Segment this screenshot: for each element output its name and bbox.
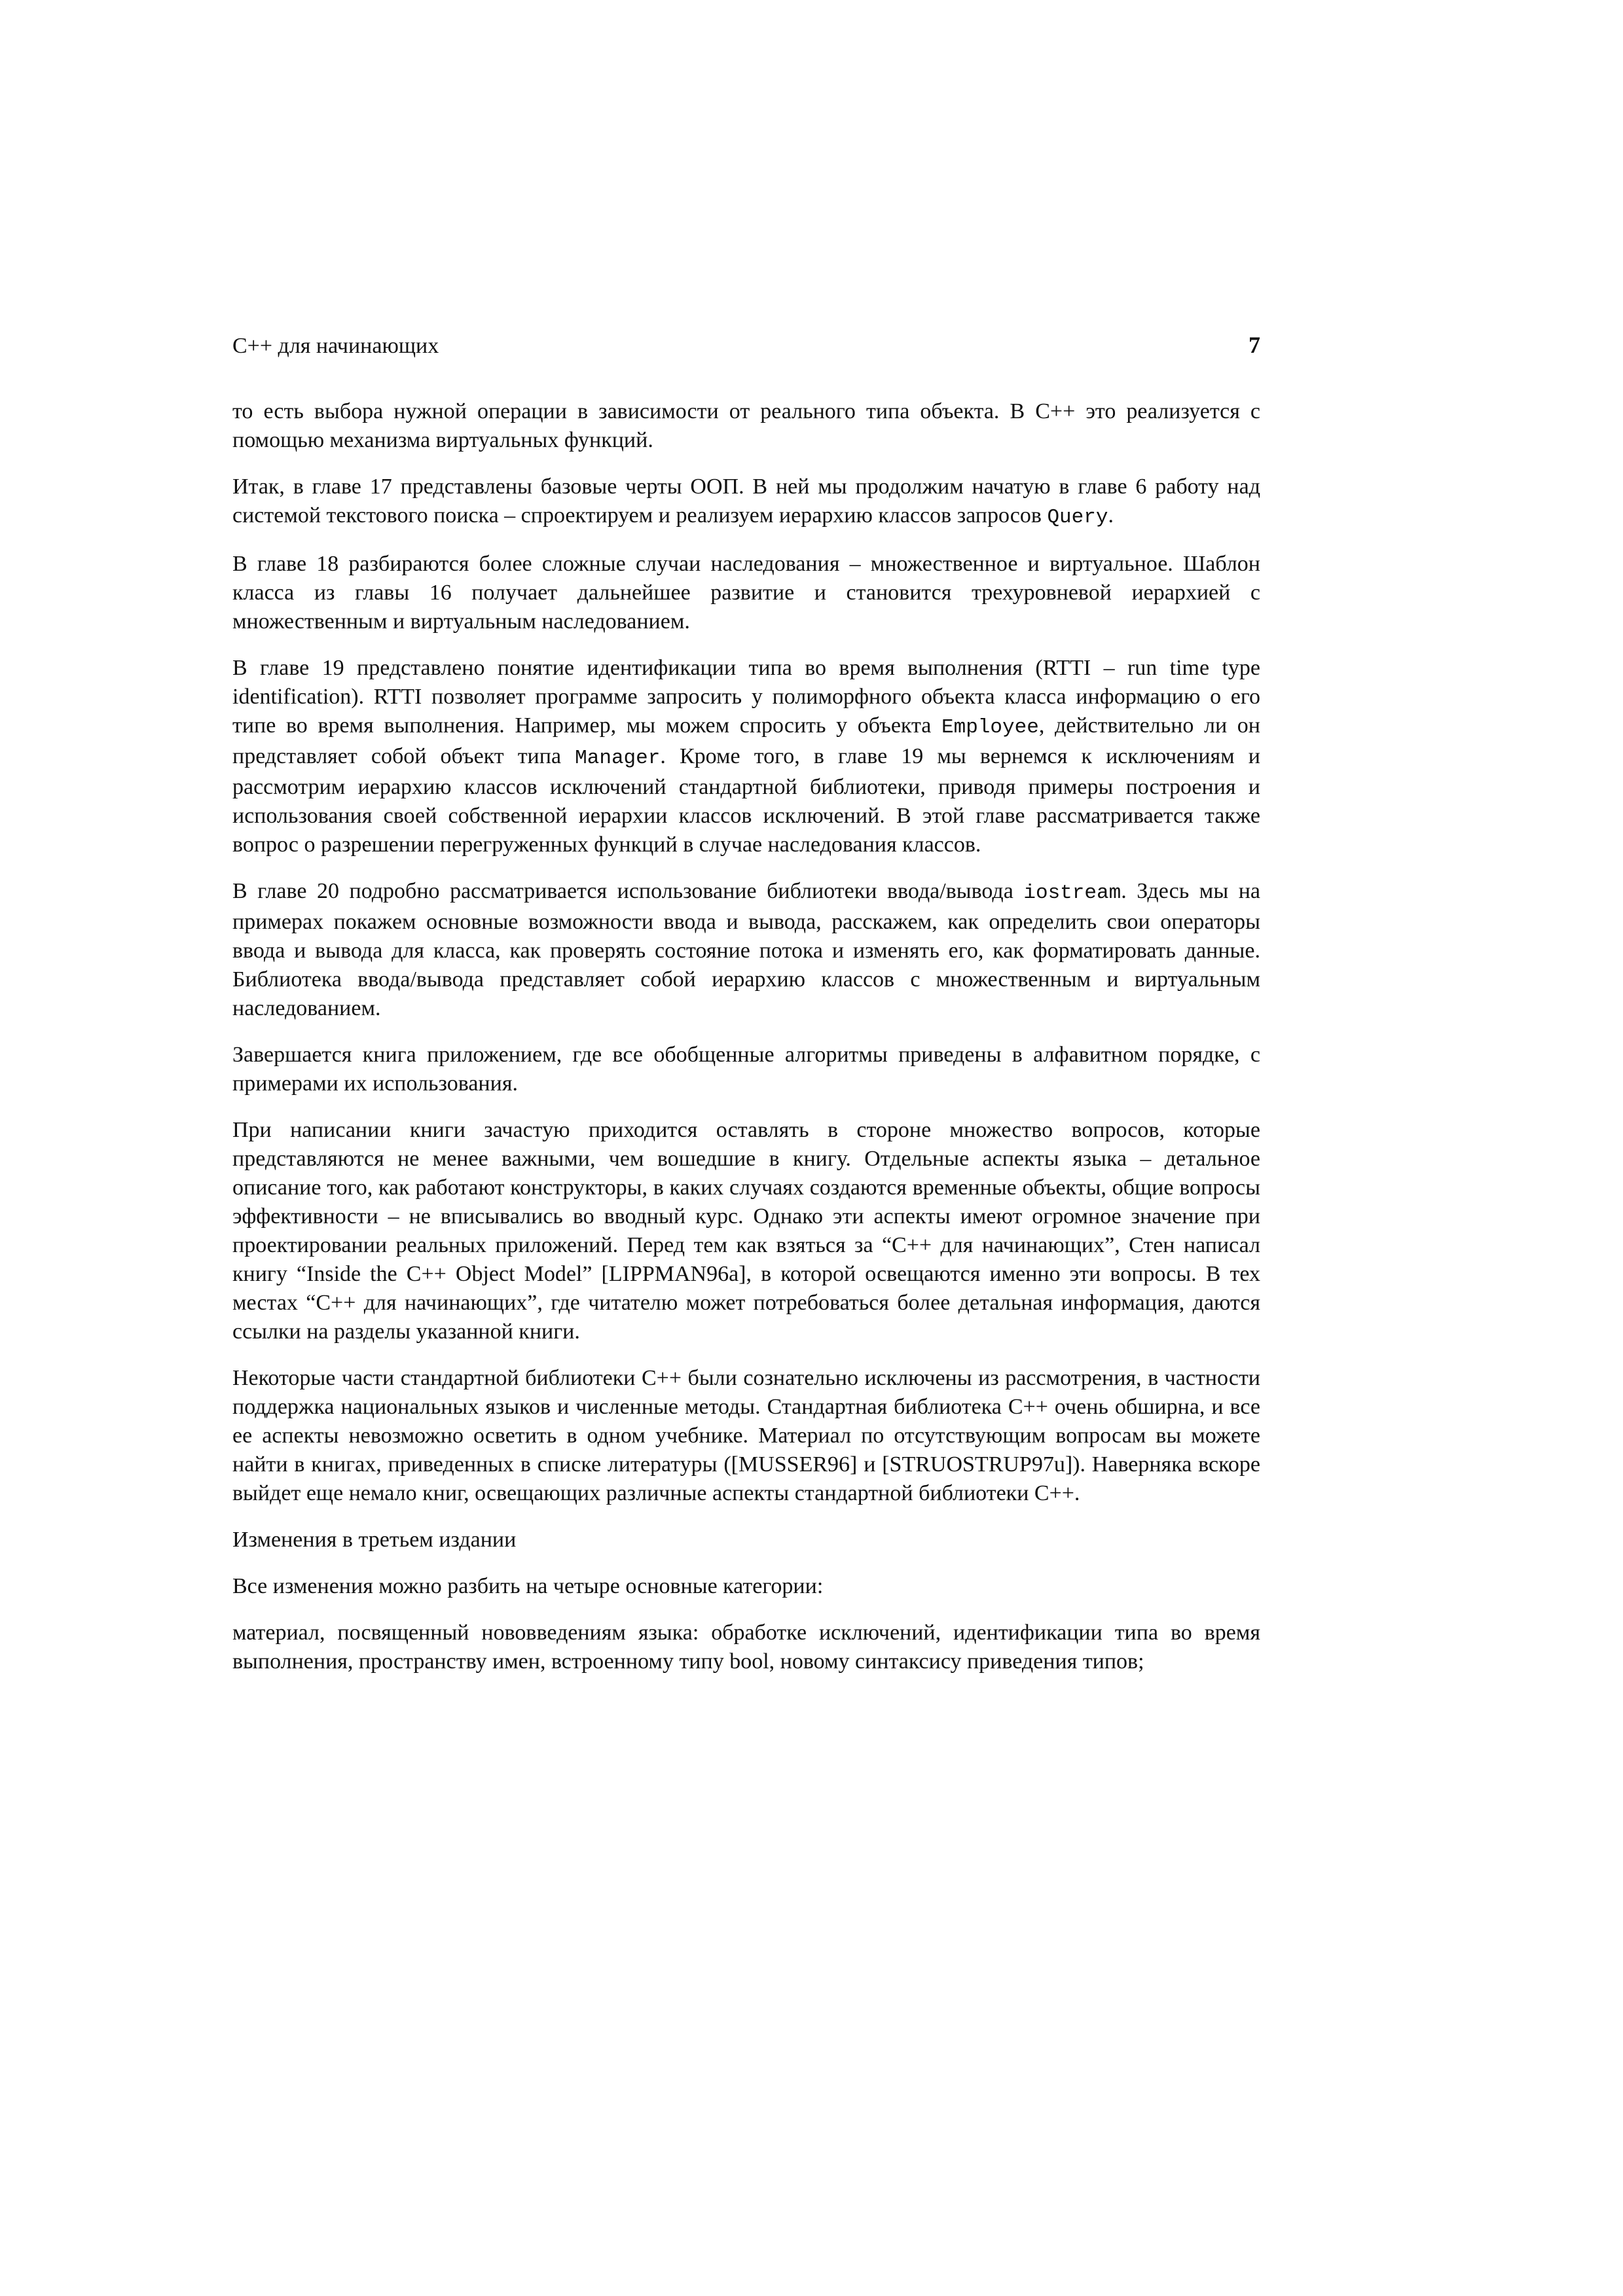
body-text [232, 397, 1260, 1676]
book-title: С++ для начинающих [232, 334, 439, 358]
paragraph-2-text: Итак, в главе 17 представлены базовые черты ООП. В ней мы продолжим начатую в главе 6 работу над системой текстового поиска – спроектируем и реализуем иерархию классов запросов [232, 475, 1260, 528]
page [232, 331, 1260, 1694]
paragraph-6: Завершается книга приложением, где все обобщенные алгоритмы приведены в алфавитном порядке, с примерами их использования. [232, 1043, 1260, 1096]
section-heading: Изменения в третьем издании [232, 1528, 517, 1552]
paragraph-5-text: В главе 20 подробно рассматривается использование библиотеки ввода/вывода [232, 879, 1024, 903]
paragraph-11: материал, посвященный нововведениям языка: обработке исключений, идентификации типа во время выполнения, пространству имен, встроенному типу bool, новому синтаксису приведения типов; [232, 1621, 1260, 1674]
code-iostream: iostream [1023, 882, 1122, 905]
paragraph-5-text-2: . Здесь мы на примерах покажем основные возможности ввода и вывода, расскажем, как определить свои операторы ввода и вывода для класса, как проверять состояние потока и изменять его, как форматировать данные. Библиотека ввода/вывода представляет собой иерархию классов с множественным и виртуальным наследованием. [232, 879, 1260, 1020]
code-query: Query [1047, 506, 1108, 529]
code-employee: Employee [941, 716, 1039, 739]
paragraph-8: Некоторые части стандартной библиотеки С++ были сознательно исключены из рассмотрения, в частности поддержка национальных языков и численные методы. Стандартная библиотека С++ очень обширна, и все ее аспекты невозможно осветить в одном учебнике. Материал по отсутствующим вопросам вы можете найти в книгах, приведенных в списке литературы ([MUSSER96] и [STRUOSTRUP97u]). Наверняка вскоре выйдет еще немало книг, освещающих различные аспекты стандартной библиотеки С++. [232, 1366, 1260, 1505]
running-header [232, 331, 1260, 359]
paragraph-7: При написании книги зачастую приходится оставлять в стороне множество вопросов, которые представляются не менее важными, чем вошедшие в книгу. Отдельные аспекты языка – детальное описание того, как работают конструкторы, в каких случаях создаются временные объекты, общие вопросы эффективности – не вписывались во вводный курс. Однако эти аспекты имеют огромное значение при проектировании реальных приложений. Перед тем как взяться за “С++ для начинающих”, Стен написал книгу “Inside the C++ Object Model” [LIPPMAN96a], в которой освещаются именно эти вопросы. В тех местах “С++ для начинающих”, где читателю может потребоваться более детальная информация, даются ссылки на разделы указанной книги. [232, 1118, 1260, 1344]
code-manager: Manager [575, 747, 661, 770]
page-number: 7 [1249, 332, 1260, 358]
paragraph-4 [232, 654, 1260, 859]
paragraph-4-text-2: , действительно ли он представляет собой объект типа [232, 713, 1260, 768]
paragraph-5 [232, 877, 1260, 1023]
paragraph-1: то есть выбора нужной операции в зависимости от реального типа объекта. В С++ это реализуется с помощью механизма виртуальных функций. [232, 399, 1260, 452]
paragraph-2 [232, 473, 1260, 532]
paragraph-2-end: . [1108, 503, 1114, 528]
paragraph-10: Все изменения можно разбить на четыре основные категории: [232, 1574, 824, 1598]
paragraph-3: В главе 18 разбираются более сложные случаи наследования – множественное и виртуальное. Шаблон класса из главы 16 получает дальнейшее развитие и становится трехуровневой иерархией с множественным и виртуальным наследованием. [232, 552, 1260, 634]
paragraph-4-text-3: . Кроме того, в главе 19 мы вернемся к исключениям и рассмотрим иерархию классов исключений стандартной библиотеки, приводя примеры построения и использования своей собственной иерархии классов исключений. В этой главе рассматривается также вопрос о разрешении перегруженных функций в случае наследования классов. [232, 744, 1260, 857]
paragraph-4-text: В главе 19 представлено понятие идентификации типа во время выполнения (RTTI – run time type identification). RTTI позволяет программе запросить у полиморфного объекта класса информацию о его типе во время выполнения. Например, мы можем спросить у объекта [232, 656, 1260, 738]
